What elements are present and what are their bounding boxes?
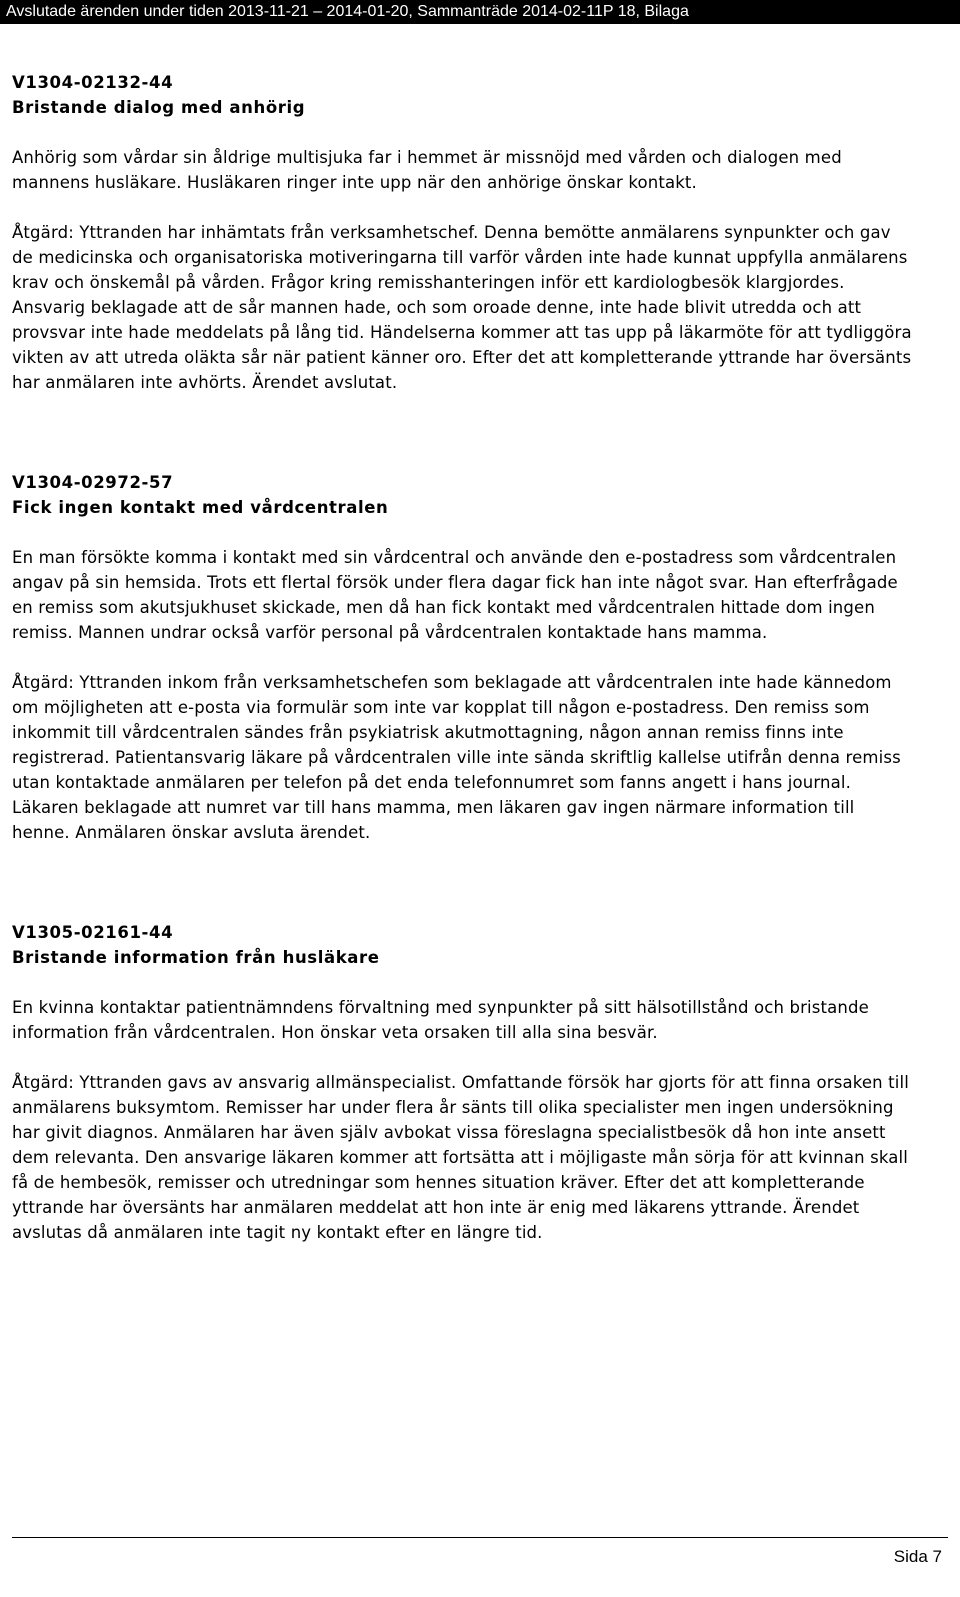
footer-divider <box>12 1537 948 1538</box>
case-title: Bristande dialog med anhörig <box>12 98 306 117</box>
case-title: Fick ingen kontakt med vårdcentralen <box>12 498 389 517</box>
case-id: V1304-02132-44 <box>12 73 174 92</box>
case-description: En man försökte komma i kontakt med sin vårdcentral och använde den e-postadress som vårdcentralen angav på sin hemsida. Trots ett flertal försök under flera dagar fick han inte något svar. Han efterfrågade en remiss som akutsjukhuset skickade, men då han fick kontakt med vårdcentralen hittade dom ingen remiss. Mannen undrar också varför personal på vårdcentralen kontaktade hans mamma. <box>12 548 898 642</box>
case-description: En kvinna kontaktar patientnämndens förvaltning med synpunkter på sitt hälsotillstånd och bristande information från vårdcentralen. Hon önskar veta orsaken till alla sina besvär. <box>12 998 869 1042</box>
case-action: Åtgärd: Yttranden gavs av ansvarig allmänspecialist. Omfattande försök har gjorts för att finna orsaken till anmälarens buksymtom. Remisser har under flera år sänts till olika specialister men ingen undersökning har givit diagnos. Anmälaren har även själv avbokat vissa föreslagna specialistbesök då hon inte ansett dem relevanta. Den ansvarige läkaren kommer att fortsätta att i möjligaste mån sörja för att kvinnan skall få de hembesök, remisser och utredningar som hennes situation kräver. Efter det att kompletterande yttrande har översänts har anmälaren meddelat att hon inte är enig med läkarens yttrande. Ärendet avslutas då anmälaren inte tagit ny kontakt efter en längre tid. <box>12 1073 909 1242</box>
page-number: Sida 7 <box>893 1547 942 1566</box>
document-header: Avslutade ärenden under tiden 2013-11-21 – 2014-01-20, Sammanträde 2014-02-11P 18, Bilaga <box>0 0 960 24</box>
case-id: V1305-02161-44 <box>12 923 174 942</box>
case-action: Åtgärd: Yttranden inkom från verksamhetschefen som beklagade att vårdcentralen inte hade kännedom om möjligheten att e-posta via formulär som inte var kopplat till någon e-postadress. Den remiss som inkommit till vårdcentralen sändes från psykiatrisk akutmottagning, någon annan remiss finns inte registrerad. Patientansvarig läkare på vårdcentralen ville inte sända skriftlig kallelse utifrån denna remiss utan kontaktade anmälaren per telefon på det enda telefonnumret som fanns angett i hans journal. Läkaren beklagade att numret var till hans mamma, men läkaren gav ingen närmare information till henne. Anmälaren önskar avsluta ärendet. <box>12 673 901 842</box>
case-entry <box>12 70 912 395</box>
case-id: V1304-02972-57 <box>12 473 174 492</box>
case-action: Åtgärd: Yttranden har inhämtats från verksamhetschef. Denna bemötte anmälarens synpunkter och gav de medicinska och organisatoriska motiveringarna till varför vården inte hade kunnat uppfylla anmälarens krav och önskemål på vården. Frågor kring remisshanteringen inför ett kardiologbesök klargjordes. Ansvarig beklagade att de sår mannen hade, och som oroade denne, inte hade blivit utredda och att provsvar inte hade meddelats på lång tid. Händelserna kommer att tas upp på läkarmöte för att tydliggöra vikten av att utreda oläkta sår när patient känner oro. Efter det att kompletterande yttrande har översänts har anmälaren inte avhörts. Ärendet avslutat. <box>12 223 912 392</box>
case-entry <box>12 920 912 1245</box>
case-description: Anhörig som vårdar sin åldrige multisjuka far i hemmet är missnöjd med vården och dialogen med mannens husläkare. Husläkaren ringer inte upp när den anhörige önskar kontakt. <box>12 148 842 192</box>
document-body <box>12 70 912 1320</box>
case-entry <box>12 470 912 845</box>
case-title: Bristande information från husläkare <box>12 948 380 967</box>
